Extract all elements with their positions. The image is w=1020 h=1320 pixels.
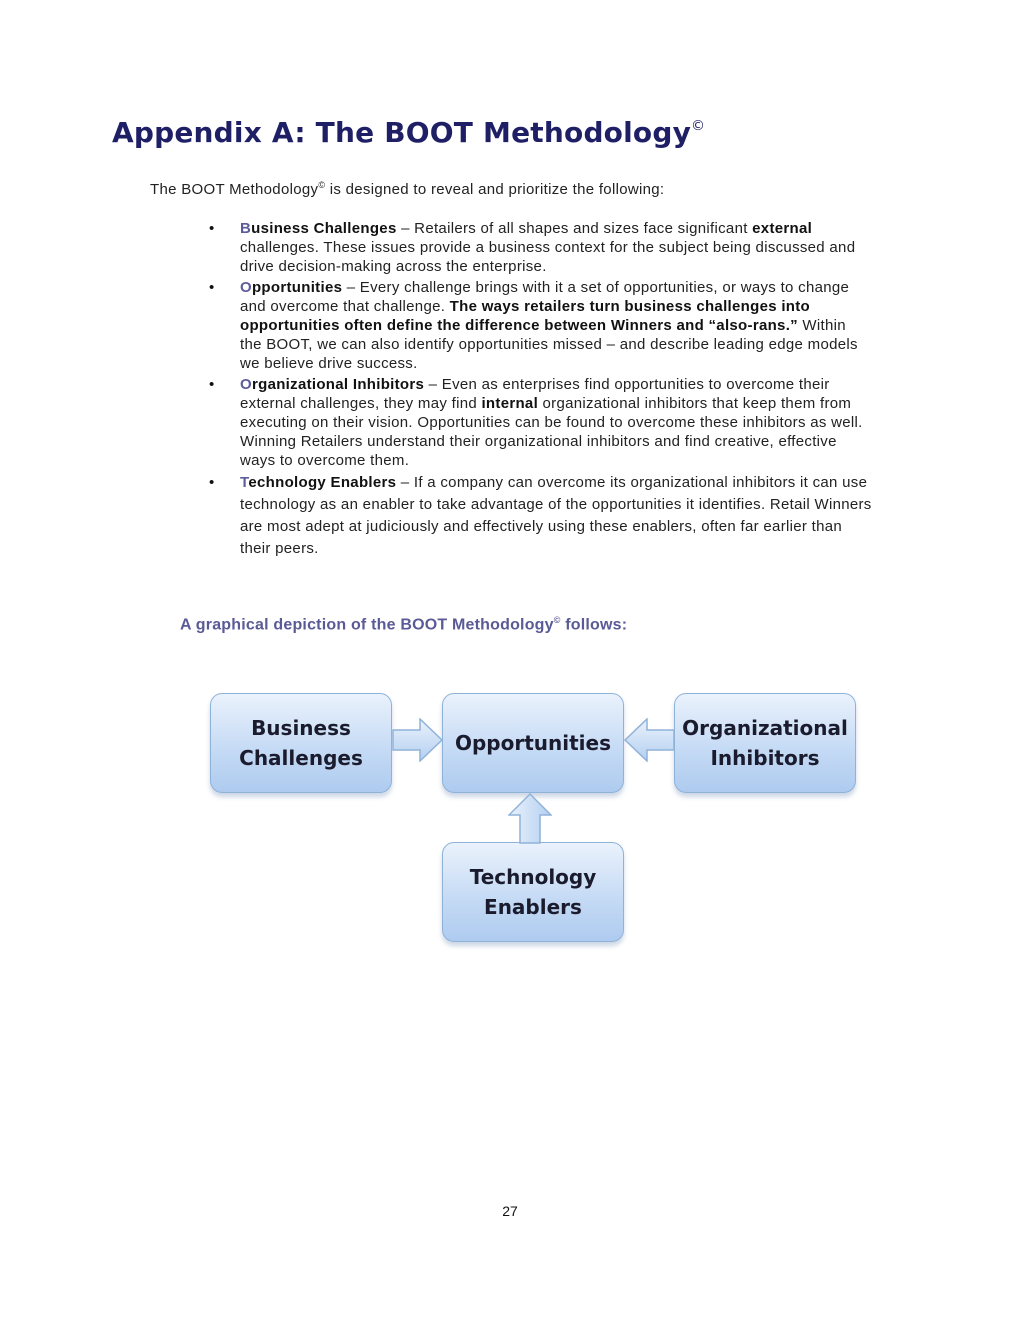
right-arrow-icon: [392, 718, 444, 762]
copyright-mark: ©: [318, 180, 326, 190]
diagram-caption: A graphical depiction of the BOOT Methodology© follows:: [180, 615, 628, 634]
page-number: 27: [502, 1203, 518, 1219]
bullet-dot-icon: •: [209, 376, 215, 393]
bullet-organizational-inhibitors: • Organizational Inhibitors – Even as enterprises find opportunities to overcome their external challenges, they may find internal organizational inhibitors that keep them from executing on their vision. Opportunities can be found to overcome these inhibitors as well. Winning Retailers understand their organizational inhibitors and find creative, effective ways to overcome them.: [209, 376, 863, 469]
page-title: Appendix A: The BOOT Methodology©: [112, 116, 706, 149]
bullet-technology-enablers: • Technology Enablers – If a company can overcome its organizational inhibitors it can use technology as an enabler to take advantage of the opportunities it identifies. Retail Winners are most adept at judiciously and effectively using these enablers, often far earlier than their peers.: [209, 474, 872, 557]
technology-enablers-box: Technology Enablers: [442, 842, 624, 942]
bullet-dot-icon: •: [209, 220, 215, 237]
business-challenges-box: Business Challenges: [210, 693, 392, 793]
bullet-business-challenges: • Business Challenges – Retailers of all shapes and sizes face significant external challenges. These issues provide a business context for the subject being discussed and drive decision-making across the enterprise.: [209, 220, 856, 275]
copyright-mark: ©: [553, 615, 561, 625]
opportunities-box: Opportunities: [442, 693, 624, 793]
bullet-opportunities: • Opportunities – Every challenge brings with it a set of opportunities, or ways to change and overcome that challenge. The ways retailers turn business challenges into opportunities often define the difference between Winners and “also-rans.” Within the BOOT, we can also identify opportunities missed – and describe leading edge models we believe drive success.: [209, 279, 858, 372]
bullet-dot-icon: •: [209, 474, 215, 491]
intro-paragraph: The BOOT Methodology© is designed to reveal and prioritize the following:: [150, 180, 665, 198]
up-arrow-icon: [508, 792, 552, 844]
left-arrow-icon: [623, 718, 675, 762]
boot-bullet-list: [209, 219, 872, 562]
organizational-inhibitors-box: Organizational Inhibitors: [674, 693, 856, 793]
bullet-dot-icon: •: [209, 279, 215, 296]
copyright-mark: ©: [691, 117, 706, 134]
